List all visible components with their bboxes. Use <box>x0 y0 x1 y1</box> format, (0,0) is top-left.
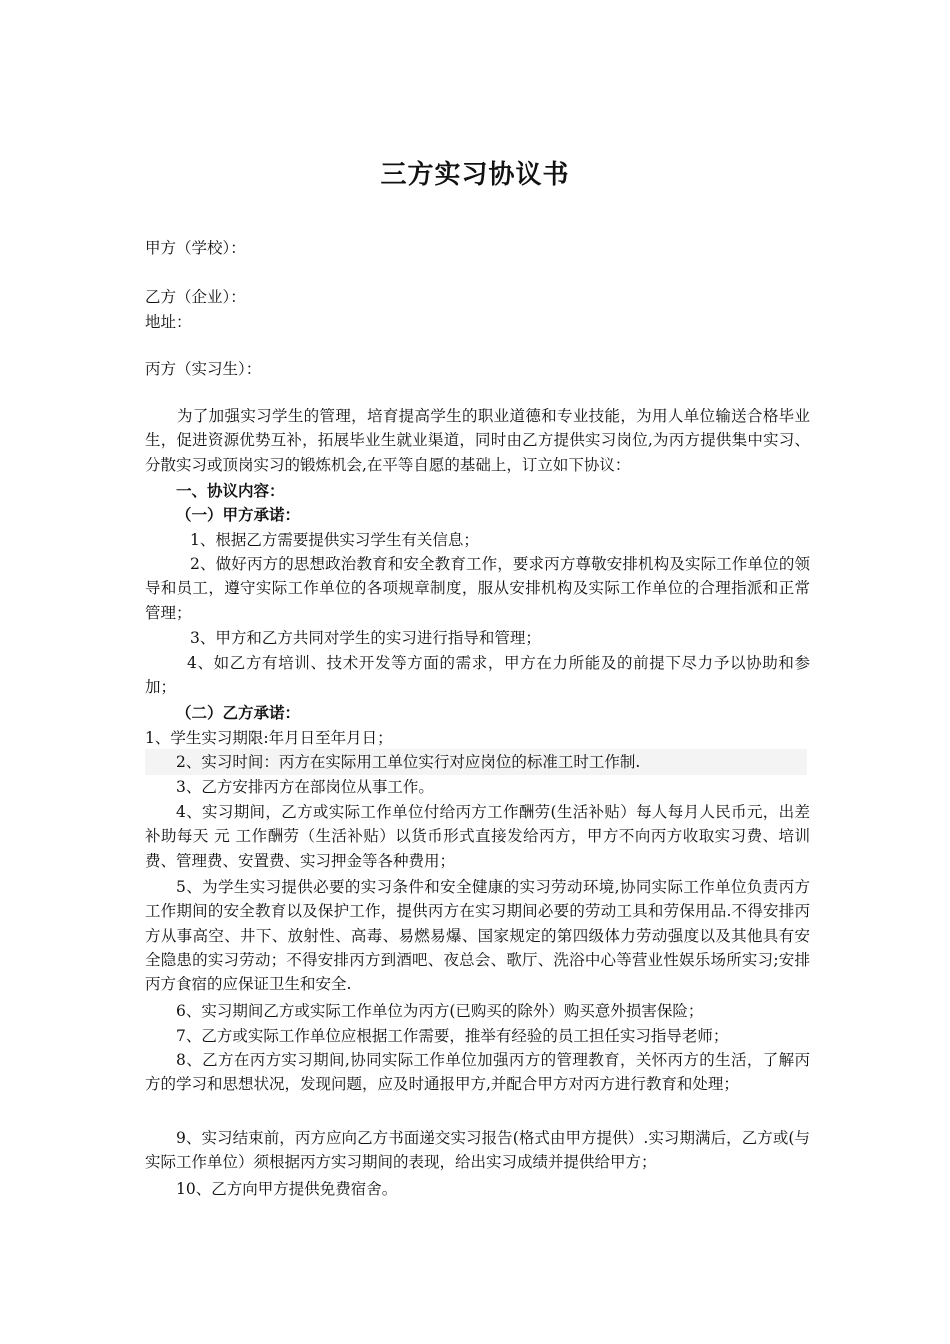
subsection-heading-b: （二）乙方承诺： <box>176 704 301 722</box>
party-a-item-2: 2、做好丙方的思想政治教育和安全教育工作，要求丙方尊敬安排机构及实际工作单位的领导和员工，遵守实际工作单位的各项规章制度，服从安排机构及实际工作单位的合理指派和正常管理； <box>145 555 810 622</box>
party-a-item-4: 4、如乙方有培训、技术开发等方面的需求，甲方在力所能及的前提下尽力予以协助和参加； <box>145 654 810 697</box>
document-title: 三方实习协议书 <box>380 160 570 190</box>
party-b-item-6: 6、实习期间乙方或实际工作单位为丙方(已购买的除外）购买意外损害保险； <box>176 1002 704 1020</box>
party-b-item-7: 7、乙方或实际工作单位应根据工作需要，推举有经验的员工担任实习指导老师； <box>176 1027 729 1045</box>
party-c-label: 丙方（实习生）： <box>145 360 262 378</box>
party-a-label: 甲方（学校）： <box>145 239 246 257</box>
party-b-item-3: 3、乙方安排丙方在部岗位从事工作。 <box>176 778 434 796</box>
party-b-item-4: 4、实习期间，乙方或实际工作单位付给丙方工作酬劳(生活补贴）每人每月人民币元，出差补助每天 元 工作酬劳（生活补贴）以货币形式直接发给丙方，甲方不向丙方收取实习费、培训费、管理费、安置费、实习押金等各种费用； <box>145 803 810 870</box>
address-label: 地址： <box>145 313 192 331</box>
party-b-item-9: 9、实习结束前，丙方应向乙方书面递交实习报告(格式由甲方提供）.实习期满后，乙方或(与实际工作单位）须根据丙方实习期间的表现，给出实习成绩并提供给甲方； <box>145 1129 810 1172</box>
subsection-heading-a: （一）甲方承诺： <box>176 506 301 524</box>
party-b-item-1: 1、学生实习期限:年月日至年月日； <box>145 729 393 747</box>
party-b-item-8: 8、乙方在丙方实习期间,协同实际工作单位加强丙方的管理教育，关怀丙方的生活，了解丙方的学习和思想状况，发现问题，应及时通报甲方,并配合甲方对丙方进行教育和处理； <box>145 1051 810 1094</box>
party-a-item-1: 1、根据乙方需要提供实习学生有关信息； <box>190 531 479 549</box>
party-b-item-5: 5、为学生实习提供必要的实习条件和安全健康的实习劳动环境,协同实际工作单位负责丙方工作期间的安全教育以及保护工作，提供丙方在实习期间必要的劳动工具和劳保用品.不得安排丙方从事高空、井下、放射性、高毒、易燃易爆、国家规定的第四级体力劳动强度以及其他具有安全隐患的实习劳动；不得安排丙方到酒吧、夜总会、歌厅、洗浴中心等营业性娱乐场所实习;安排丙方食宿的应保证卫生和安全. <box>145 878 810 994</box>
party-a-item-3: 3、甲方和乙方共同对学生的实习进行指导和管理； <box>190 629 541 647</box>
party-b-item-10: 10、乙方向甲方提供免费宿舍。 <box>176 1180 398 1198</box>
party-b-item-2: 2、实习时间：丙方在实际用工单位实行对应岗位的标准工时工作制. <box>176 753 641 771</box>
section-heading: 一、协议内容： <box>176 482 285 500</box>
party-b-label: 乙方（企业）： <box>145 288 246 306</box>
intro-paragraph: 为了加强实习学生的管理，培育提高学生的职业道德和专业技能，为用人单位输送合格毕业生，促进资源优势互补，拓展毕业生就业渠道，同时由乙方提供实习岗位,为丙方提供集中实习、分散实习或顶岗实习的锻炼机会,在平等自愿的基础上，订立如下协议： <box>145 407 810 474</box>
